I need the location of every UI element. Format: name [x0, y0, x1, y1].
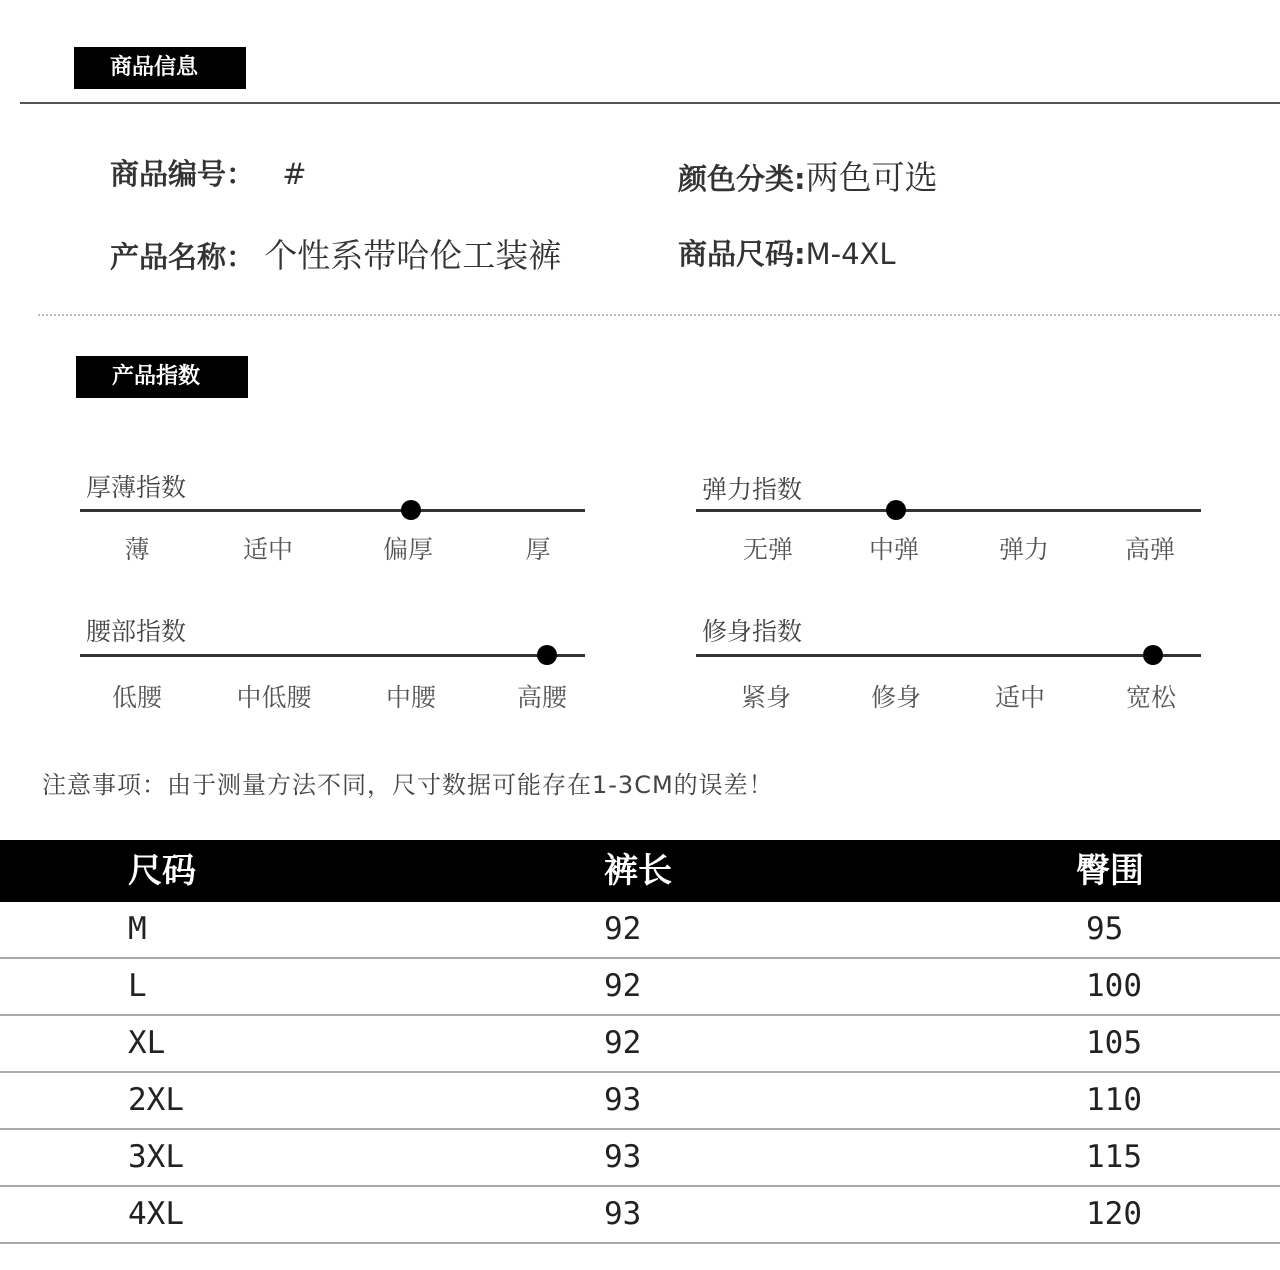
product-name-label: 产品名称： [110, 240, 256, 274]
hip-cell: 100 [1086, 968, 1142, 1004]
product-size [678, 232, 896, 273]
thickness-option: 偏厚 [382, 535, 433, 564]
elasticity-option: 中弹 [868, 535, 919, 564]
thickness-option: 适中 [242, 535, 293, 564]
fit-index-track [696, 654, 1201, 657]
waist-option: 低腰 [111, 683, 162, 712]
product-size-value: M-4XL [805, 237, 896, 271]
waist-option: 中低腰 [236, 683, 312, 712]
measurement-note: 注意事项：由于测量方法不同，尺寸数据可能存在1-3CM的误差！ [42, 771, 774, 799]
table-row [0, 1073, 1280, 1130]
length-cell: 92 [604, 968, 642, 1004]
length-cell: 93 [604, 1139, 642, 1175]
fit-index-title: 修身指数 [702, 617, 803, 646]
table-row [0, 902, 1280, 959]
product-code-label: 商品编号： [110, 157, 256, 191]
table-row [0, 1130, 1280, 1187]
table-header [0, 840, 1280, 902]
size-cell: M [128, 911, 147, 947]
fit-option: 适中 [994, 683, 1045, 712]
table-row [0, 1016, 1280, 1073]
header-hip: 臀围 [1076, 851, 1144, 891]
elasticity-index-marker [886, 500, 906, 520]
length-cell: 92 [604, 1025, 642, 1061]
section-title-product-index: 产品指数 [76, 356, 248, 398]
size-cell: 3XL [128, 1139, 184, 1175]
divider [20, 102, 1280, 104]
table-row [0, 1187, 1280, 1244]
header-size: 尺码 [128, 851, 196, 891]
size-cell: XL [128, 1025, 166, 1061]
elasticity-index-title: 弹力指数 [702, 475, 803, 504]
fit-index-marker [1143, 645, 1163, 665]
waist-index-track [80, 654, 585, 657]
thickness-index-track [80, 509, 585, 512]
product-size-label: 商品尺码: [678, 237, 806, 271]
length-cell: 93 [604, 1082, 642, 1118]
thickness-option: 厚 [525, 535, 551, 564]
table-row [0, 959, 1280, 1016]
size-cell: 2XL [128, 1082, 184, 1118]
size-cell: L [128, 968, 147, 1004]
hip-cell: 95 [1086, 911, 1124, 947]
fit-option: 紧身 [740, 683, 791, 712]
product-code [110, 152, 307, 193]
waist-index-marker [537, 645, 557, 665]
elasticity-option: 高弹 [1124, 535, 1175, 564]
table-body [0, 902, 1280, 1244]
length-cell: 92 [604, 911, 642, 947]
waist-index-title: 腰部指数 [86, 617, 187, 646]
elasticity-index-track [696, 509, 1201, 512]
product-name [110, 230, 561, 277]
size-table [0, 840, 1280, 1244]
fit-option: 宽松 [1125, 683, 1176, 712]
waist-option: 中腰 [385, 683, 436, 712]
product-name-value: 个性系带哈伦工装裤 [264, 236, 562, 275]
hip-cell: 105 [1086, 1025, 1142, 1061]
fit-option: 修身 [870, 683, 921, 712]
dotted-divider [38, 314, 1280, 316]
thickness-index-marker [401, 500, 421, 520]
thickness-option: 薄 [124, 535, 150, 564]
color-category-label: 颜色分类: [678, 162, 806, 196]
color-category [678, 152, 938, 199]
header-length: 裤长 [604, 851, 672, 891]
hip-cell: 115 [1086, 1139, 1142, 1175]
waist-option: 高腰 [516, 683, 567, 712]
length-cell: 93 [604, 1196, 642, 1232]
color-category-value: 两色可选 [805, 158, 938, 197]
section-title-product-info: 商品信息 [74, 47, 246, 89]
elasticity-option: 无弹 [742, 535, 793, 564]
thickness-index-title: 厚薄指数 [86, 473, 187, 502]
size-cell: 4XL [128, 1196, 184, 1232]
elasticity-option: 弹力 [998, 535, 1049, 564]
product-code-value: # [282, 157, 307, 191]
hip-cell: 110 [1086, 1082, 1142, 1118]
hip-cell: 120 [1086, 1196, 1142, 1232]
